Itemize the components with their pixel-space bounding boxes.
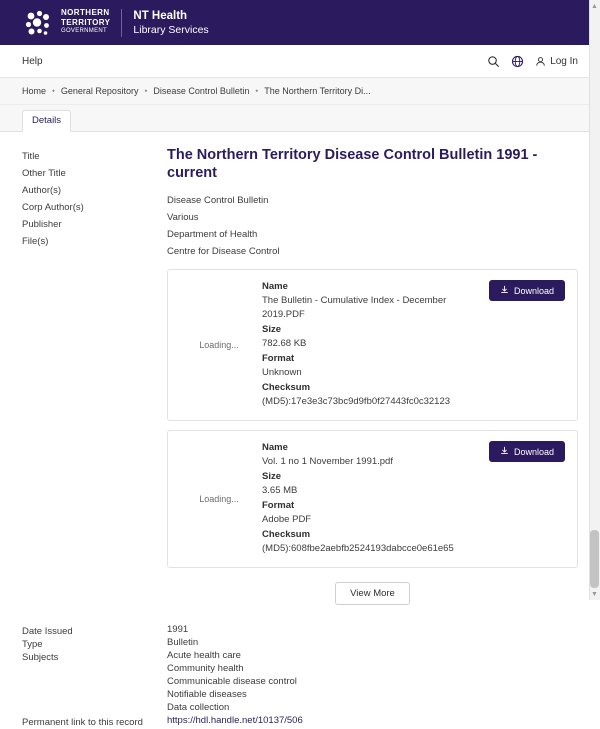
label-files: File(s) [22,236,49,247]
label-other-title: Other Title [22,168,66,179]
nt-government-logo-mark [22,7,54,39]
bitstream-size-value: 782.68 KB [262,338,307,349]
value-type: Bulletin [167,637,199,648]
breadcrumb-item-current: The Northern Territory Di... [264,86,371,96]
nt-government-logo[interactable] [22,7,110,39]
download-label: Download [513,285,554,296]
login-button[interactable] [535,56,578,67]
breadcrumb-item-general-repository[interactable]: General Repository [60,86,139,96]
bitstream-format-label: Format [262,500,295,511]
bitstream-size-label: Size [262,324,282,335]
scrollbar-thumb[interactable] [590,530,599,588]
logo-divider [121,9,122,37]
bitstream-name-value: Vol. 1 no 1 November 1991.pdf [262,456,393,467]
bitstream-thumbnail: Loading... [199,340,239,350]
label-publisher: Publisher [22,219,62,230]
download-icon [500,285,509,296]
site-header [0,0,600,45]
item-detail-page [0,132,600,729]
search-icon[interactable] [487,55,500,68]
subject-item[interactable]: Communicable disease control [167,676,297,687]
brand-line-2: Library Services [133,23,209,36]
metadata-value-column [167,146,578,605]
scroll-down-arrow[interactable]: ▼ [591,590,598,598]
bitstream-size-label: Size [262,471,282,482]
bitstream-checksum-label: Checksum [262,382,311,393]
bitstream-card [167,430,578,568]
download-button[interactable] [489,441,565,462]
brand-line-1: NT Health [133,9,188,22]
tab-bar [0,105,600,132]
label-date-issued: Date Issued [22,626,73,637]
subject-item[interactable]: Data collection [167,702,230,713]
bitstream-format-value: Unknown [262,367,302,378]
lower-metadata [22,623,578,729]
bitstream-format-label: Format [262,353,295,364]
subject-item[interactable]: Acute health care [167,650,241,661]
scroll-up-arrow[interactable]: ▲ [591,2,598,10]
label-spacer [22,677,167,690]
user-icon [535,56,546,67]
label-title: Title [22,151,40,162]
label-permalink: Permanent link to this record [22,717,143,728]
bitstream-thumbnail: Loading... [199,494,239,504]
view-more-button[interactable]: View More [335,582,410,605]
download-icon [500,446,509,457]
lower-label-column [22,623,167,729]
bitstream-card [167,269,578,421]
breadcrumb-separator: ⬩ [144,86,148,95]
label-spacer [22,690,167,703]
download-label: Download [513,446,554,457]
bitstream-checksum-value: (MD5):608fbe2aebfb2524193dabcce0e61e65 [262,543,454,554]
subject-item[interactable]: Notifiable diseases [167,689,247,700]
breadcrumb-separator: ⬩ [52,86,55,95]
label-type: Type [22,639,43,650]
bitstream-checksum-value: (MD5):17e3e3c73bc9d9fb0f27443fc0c32123 [262,396,451,407]
value-permalink[interactable]: https://hdl.handle.net/10137/506 [167,715,303,726]
bitstream-name-value: The Bulletin - Cumulative Index - December 2019.PDF [262,295,447,320]
logo-line-1: NORTHERN [61,8,110,18]
globe-icon[interactable] [511,55,524,68]
download-button[interactable] [489,280,565,301]
main-navbar [0,45,600,78]
bitstream-name-label: Name [262,281,288,292]
bitstream-format-value: Adobe PDF [262,514,312,525]
value-authors: Various [167,212,199,223]
lower-value-column [167,623,578,729]
bitstream-name-label: Name [262,442,288,453]
nt-government-wordmark [61,8,110,37]
metadata-label-column [22,146,167,605]
logo-line-2: TERRITORY [61,17,111,27]
label-authors: Author(s) [22,185,62,196]
bitstream-checksum-label: Checksum [262,529,311,540]
breadcrumb-item-home[interactable]: Home [22,86,47,96]
breadcrumb-item-disease-control-bulletin[interactable]: Disease Control Bulletin [153,86,250,96]
label-spacer [22,703,167,716]
login-label: Log In [550,55,578,67]
label-subjects: Subjects [22,652,59,663]
breadcrumb-separator: ⬩ [255,86,259,95]
breadcrumb [0,78,600,105]
subject-item[interactable]: Community health [167,663,244,674]
value-other-title: Disease Control Bulletin [167,195,269,206]
value-corp-authors: Department of Health [167,229,258,240]
bitstream-size-value: 3.65 MB [262,485,298,496]
tab-details[interactable]: Details [22,110,71,132]
page-scrollbar[interactable] [589,0,600,600]
value-publisher: Centre for Disease Control [167,246,280,257]
label-spacer [22,664,167,677]
page-title: The Northern Territory Disease Control Bulletin 1991 - current [167,147,538,181]
value-date-issued: 1991 [167,624,189,635]
site-brand[interactable] [133,9,208,37]
label-corp-authors: Corp Author(s) [22,202,84,213]
logo-line-3: GOVERNMENT [61,28,108,35]
nav-item-help[interactable]: Help [22,55,43,67]
